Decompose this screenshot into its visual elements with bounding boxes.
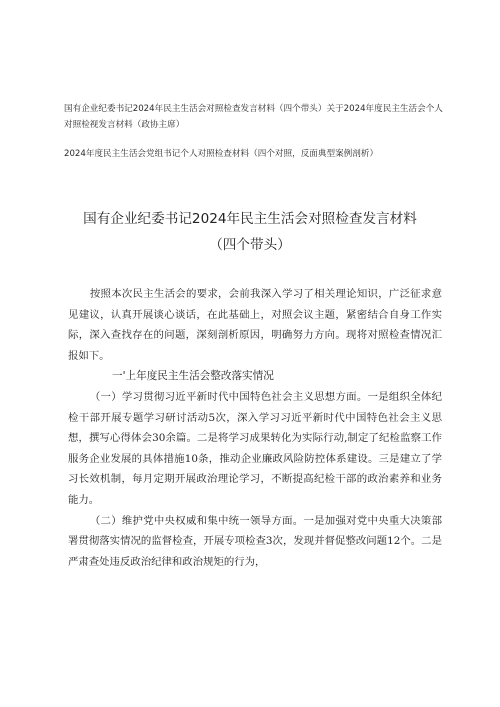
body-paragraph: （一）学习贯彻习近平新时代中国特色社会主义思想方面。一是组织全体纪检干部开展专题学习研讨活动5次，深入学习习近平新时代中国特色社会主义思想，撰写心得体会30余篇。二是将学习成果转化为实际行动,制定了纪检监察工作服务企业发展的具体措施10条，推动企业廉政风险防控体系建设。三是建立了学习长效机制，每月定期开展政治理论学习，不断提高纪检干部的政治素养和业务能力。	[68, 390, 442, 506]
intro-paragraph: 按照本次民主生活会的要求，会前我深入学习了相关理论知识，广泛征求意见建议，认真开展谈心谈话，在此基础上，对照会议主题，紧密结合自身工作实际，深入查找存在的问题，深刻剖析原因，明确努力方向。现将对照检查情况汇报如下。	[68, 288, 442, 362]
related-document-link[interactable]: 2024年度民主生活会党组书记个人对照检查材料（四个对照，反面典型案例剖析）	[64, 149, 379, 159]
spacer	[64, 133, 444, 146]
document-title	[40, 209, 460, 255]
body-paragraph: （二）维护党中央权威和集中统一领导方面。一是加强对党中央重大决策部署贯彻落实情况的监督检查，开展专项检查3次，发现并督促整改问题12个。二是严肃查处违反政治纪律和政治规矩的行为，	[68, 514, 442, 568]
document-title-sub: （四个带头）	[209, 237, 291, 253]
document-title-main: 国有企业纪委书记2024年民主生活会对照检查发言材料	[83, 211, 417, 227]
related-document-link[interactable]: 国有企业纪委书记2024年民主生活会对照检查发言材料（四个带头）关于2024年度民主生活会个人对照检视发言材料（政协主席）	[64, 104, 443, 130]
section-heading: 一'上年度民主生活会整改落实情况	[112, 370, 274, 383]
related-documents-list	[64, 101, 444, 162]
document-body	[68, 284, 442, 572]
